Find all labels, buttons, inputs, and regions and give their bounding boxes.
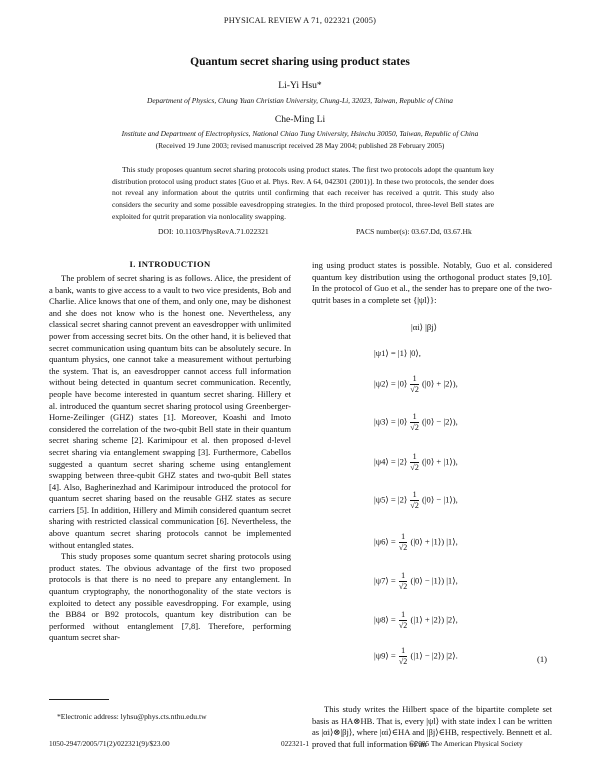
equation-psi9 bbox=[374, 646, 458, 667]
fraction-denominator: √2 bbox=[410, 463, 419, 472]
paragraph: This study proposes some quantum secret sharing protocols using product states. The obvious advantage of the first two proposed protocols is that there is no need to prepare any entanglement. In quantum cryptography, the nonorthogonality of the state vectors is exploited to detect any possible eavesdropping. For example, using the BB84 or B92 protocols, quantum key distribution can be performed without entanglement [7,8]. Therefore, performing quantum secret shar- bbox=[49, 551, 291, 643]
fraction-denominator: √2 bbox=[398, 621, 408, 630]
footnote-rule bbox=[49, 699, 109, 700]
pacs-numbers: PACS number(s): 03.67.Dd, 03.67.Hk bbox=[356, 227, 472, 236]
fraction-numerator: 1 bbox=[399, 532, 407, 543]
paragraph: The problem of secret sharing is as follows. Alice, the president of a bank, wants to give access to a vault to two vice presidents, Bob and Charlie. Alice knows that one of them, and only one, may be dishonest and she does not know who is the honest one. Nevertheless, any classical secret sharing cannot prevent an eavesdropper with unlimited power from accessing secret bits. On the other hand, it is believed that secret communication using quantum bits can be absolutely secure. In quantum physics, one cannot take a measurement without perturbing the system. That is, an eavesdropper cannot access full information without being detected in quantum secret communication. Recently, people have become interested in quantum secret sharing. Hillery et al. introduced the quantum secret sharing protocol using Greenberger-Horne-Zeilinger (GHZ) states [1]. Moreover, Koashi and Imoto considered the correlation of the two-qubit Bell state in their quantum secret sharing scheme [2]. Karimipour et al. then proposed d-level secret sharing via entanglement swapping [3]. Furthermore, Cabellos suggested a quantum secret sharing scheme using entanglement swapping between three-qubit GHZ states and two-qubit Bell states [4]. Also, Bagherinezhad and Karimipour introduced the protocol for quantum secret sharing based on the reusable GHZ states as secure carriers [5]. In addition, Hillery and Mimih considered quantum secret sharing with restricted classical communication [6]. Nevertheless, the above quantum secret sharing protocols cannot be implemented without entangled states. bbox=[49, 273, 291, 550]
fraction-numerator: 1 bbox=[399, 571, 407, 582]
equation-psi8 bbox=[374, 610, 458, 631]
fraction-numerator: 1 bbox=[399, 646, 407, 657]
fraction bbox=[399, 610, 407, 631]
author-1: Li-Yi Hsu* bbox=[278, 80, 322, 91]
footer-page-number: 022321-1 bbox=[281, 739, 309, 748]
affiliation-2: Institute and Department of Electrophysics, National Chiao Tung University, Hsinchu 30050, Taiwan, Republic of China bbox=[121, 129, 479, 138]
equation-psi5 bbox=[374, 490, 458, 511]
fraction-numerator: 1 bbox=[410, 374, 418, 385]
abstract-text: This study proposes quantum secret sharing protocols using product states. The first two protocols adopt the quantum key distribution protocol using product states [Guo et al. Phys. Rev. A 64, 042301 (2001)]. In these two protocols, the sender does not reveal any information about the qutrits until confirming that each receiver has received a qutrit. This study also considers the security and some possible eavesdropping strategies. In the third proposed protocol, three-level Bell states are exploited for qutrit preparation via nonlocality swapping. bbox=[112, 165, 494, 221]
footer-code: 1050-2947/2005/71(2)/022321(9)/$23.00 bbox=[49, 739, 170, 748]
equation-psi7 bbox=[374, 571, 458, 592]
fraction-denominator: √2 bbox=[398, 543, 408, 552]
affiliation-1: Department of Physics, Chung Yuan Christian University, Chung-Li, 32023, Taiwan, Republic of China bbox=[147, 96, 453, 105]
fraction bbox=[399, 646, 407, 667]
fraction bbox=[410, 452, 418, 473]
column-left bbox=[49, 273, 291, 644]
fraction-numerator: 1 bbox=[410, 452, 418, 463]
equation-general: |αi⟩ |βj⟩ bbox=[411, 322, 437, 332]
fraction-numerator: 1 bbox=[399, 610, 407, 621]
fraction bbox=[399, 571, 407, 592]
equation-rhs: (|0⟩ + |1⟩) |1⟩, bbox=[410, 536, 458, 547]
equation-lhs: |ψ9⟩ = bbox=[374, 650, 396, 661]
fraction-numerator: 1 bbox=[410, 490, 418, 501]
fraction-denominator: √2 bbox=[398, 657, 408, 666]
fraction-denominator: √2 bbox=[410, 385, 419, 394]
equation-psi3 bbox=[374, 412, 458, 433]
equation-rhs: (|0⟩ − |1⟩) |1⟩, bbox=[410, 575, 458, 586]
equation-rhs: (|0⟩ − |1⟩), bbox=[421, 494, 458, 505]
equation-psi4 bbox=[374, 452, 458, 473]
paragraph: This study writes the Hilbert space of the bipartite complete set basis as HA⊗HB. That is, every |ψl⟩ with state index l can be written as |αi⟩⊗|βj⟩, where |αi⟩∈HA and |βj⟩∈HB, respectively. Bennett et al. proved that full information of an bbox=[312, 704, 552, 749]
equation-lhs: |ψ6⟩ = bbox=[374, 536, 396, 547]
abstract bbox=[112, 164, 494, 223]
equation-lhs: |ψ5⟩ = |2⟩ bbox=[374, 494, 408, 505]
fraction-numerator: 1 bbox=[410, 412, 418, 423]
fraction-denominator: √2 bbox=[398, 582, 408, 591]
fraction-denominator: √2 bbox=[410, 501, 419, 510]
fraction-denominator: √2 bbox=[410, 423, 419, 432]
doi: DOI: 10.1103/PhysRevA.71.022321 bbox=[158, 227, 269, 236]
fraction bbox=[410, 490, 418, 511]
footer-copyright: ©2005 The American Physical Society bbox=[409, 739, 523, 748]
equation-lhs: |ψ3⟩ = |0⟩ bbox=[374, 416, 408, 427]
fraction bbox=[399, 532, 407, 553]
paragraph: ing using product states is possible. Notably, Guo et al. considered quantum key distribution using the orthogonal product states [9,10]. In the protocol of Guo et al., the sender has to prepare one of the two-qutrit bases in a complete set {|ψl⟩}: bbox=[312, 260, 552, 305]
fraction bbox=[410, 374, 418, 395]
equation-rhs: (|0⟩ + |1⟩), bbox=[421, 456, 458, 467]
equation-rhs: (|0⟩ + |2⟩), bbox=[421, 378, 458, 389]
equation-lhs: |ψ8⟩ = bbox=[374, 614, 396, 625]
equation-lhs: |ψ2⟩ = |0⟩ bbox=[374, 378, 408, 389]
equation-number: (1) bbox=[537, 654, 548, 664]
author-2: Che-Ming Li bbox=[274, 114, 326, 125]
fraction bbox=[410, 412, 418, 433]
section-heading: I. INTRODUCTION bbox=[129, 259, 211, 269]
received-dates: (Received 19 June 2003; revised manuscript received 28 May 2004; published 28 February 2005) bbox=[155, 141, 445, 150]
paper-title: Quantum secret sharing using product states bbox=[190, 56, 410, 68]
equation-psi6 bbox=[374, 532, 458, 553]
equation-psi2 bbox=[374, 374, 458, 395]
column-right bbox=[312, 260, 552, 306]
running-head: PHYSICAL REVIEW A 71, 022321 (2005) bbox=[223, 16, 377, 25]
equation-lhs: |ψ7⟩ = bbox=[374, 575, 396, 586]
equation-rhs: (|0⟩ − |2⟩), bbox=[421, 416, 458, 427]
equation-psi1: |ψ1⟩ = |1⟩ |0⟩, bbox=[374, 348, 421, 358]
equation-rhs: (|1⟩ − |2⟩) |2⟩. bbox=[410, 650, 458, 661]
equation-lhs: |ψ4⟩ = |2⟩ bbox=[374, 456, 408, 467]
equation-rhs: (|1⟩ + |2⟩) |2⟩, bbox=[410, 614, 458, 625]
footnote: *Electronic address: lyhsu@phys.cts.nthu.edu.tw bbox=[57, 712, 207, 721]
